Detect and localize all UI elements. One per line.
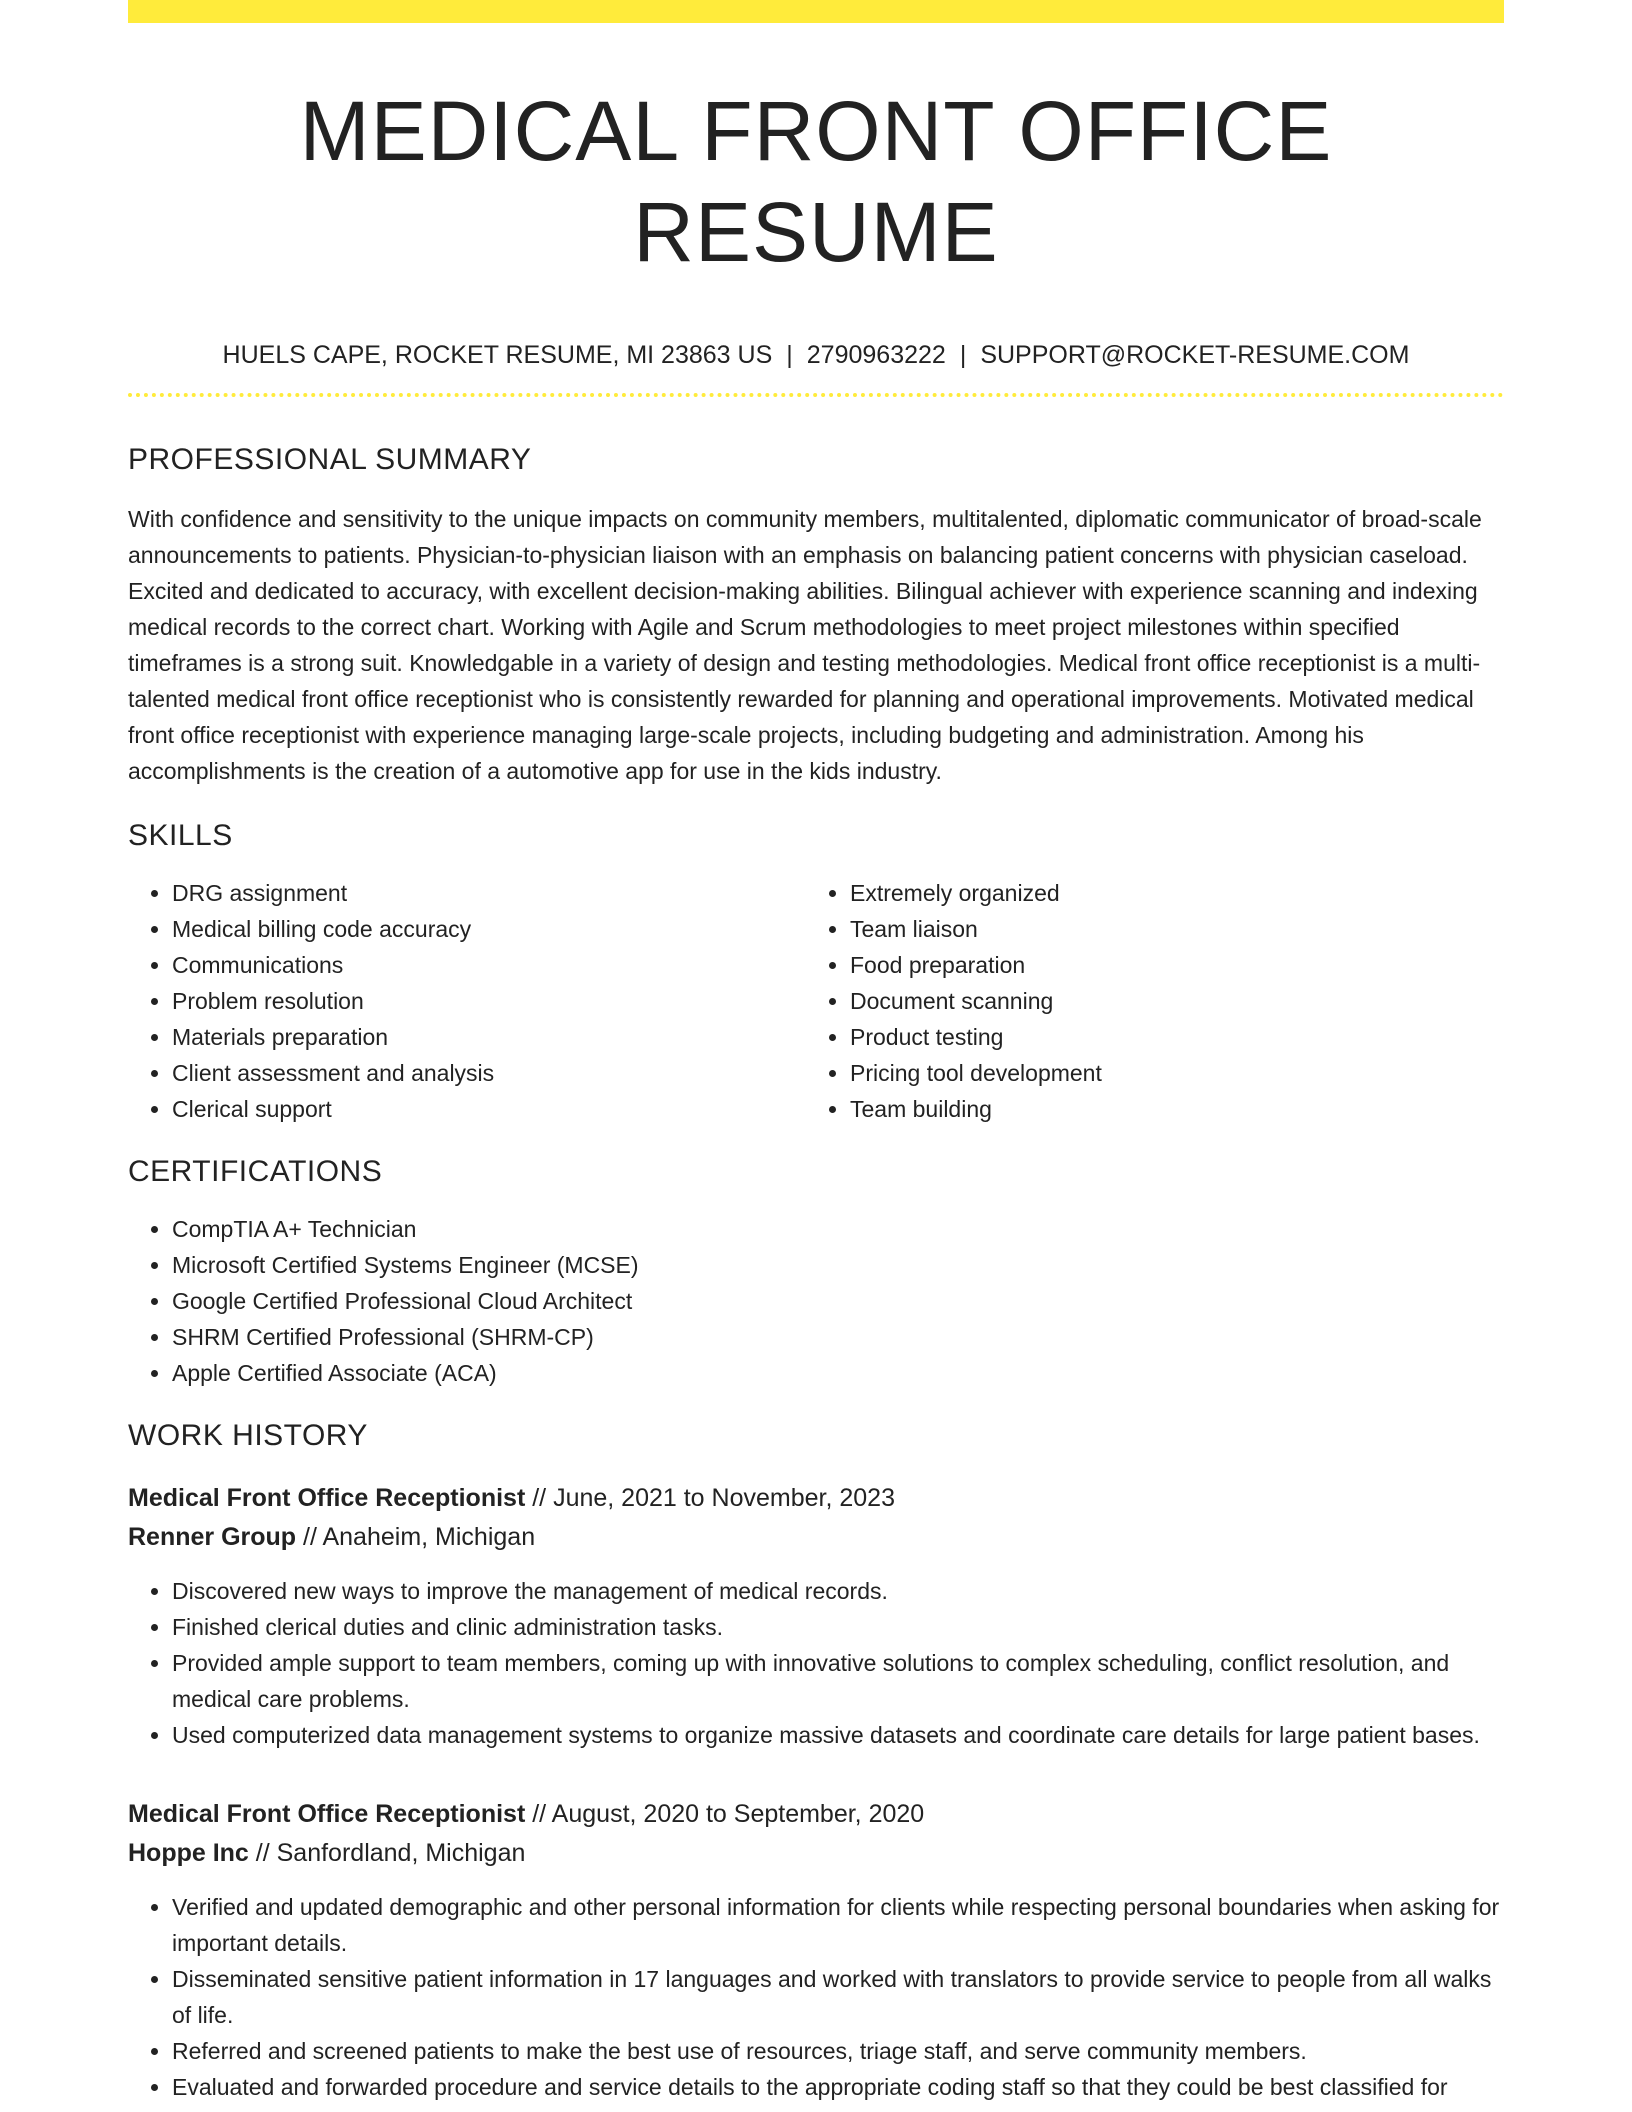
skill-item: • Clerical support — [172, 1091, 806, 1127]
skill-item: • Team liaison — [850, 911, 1484, 947]
work-history-heading: WORK HISTORY — [128, 1419, 368, 1453]
certifications-heading: CERTIFICATIONS — [128, 1155, 383, 1189]
skill-item: • Team building — [850, 1091, 1484, 1127]
contact-email: SUPPORT@ROCKET-RESUME.COM — [980, 340, 1410, 369]
job-role: Medical Front Office Receptionist — [128, 1484, 526, 1513]
skill-item: • Materials preparation — [172, 1019, 806, 1055]
skills-list-right — [806, 875, 1484, 1127]
job-header — [128, 1479, 1504, 1557]
resume-page — [128, 0, 1504, 2105]
skill-item: • Document scanning — [850, 983, 1484, 1019]
job-bullet: • Finished clerical duties and clinic administration tasks. — [172, 1609, 1504, 1645]
job-bullets — [128, 1573, 1504, 1753]
resume-title: MEDICAL FRONT OFFICE RESUME — [299, 84, 1333, 279]
header-divider — [128, 393, 1504, 397]
top-accent-bar — [128, 0, 1504, 23]
certification-item: • CompTIA A+ Technician — [172, 1211, 1504, 1247]
skill-item: • Product testing — [850, 1019, 1484, 1055]
job-dates: // June, 2021 to November, 2023 — [525, 1484, 895, 1513]
contact-separator: | — [786, 340, 793, 369]
job-entry — [128, 1479, 1504, 1753]
certification-item: • SHRM Certified Professional (SHRM-CP) — [172, 1319, 1504, 1355]
job-bullet: • Discovered new ways to improve the management of medical records. — [172, 1573, 1504, 1609]
skills-list-left — [128, 875, 806, 1127]
skills-heading: SKILLS — [128, 819, 233, 853]
job-company: Hoppe Inc — [128, 1839, 249, 1868]
skills-columns — [128, 875, 1504, 1127]
skill-item: • Food preparation — [850, 947, 1484, 983]
job-header — [128, 1795, 1504, 1873]
skill-item: • Client assessment and analysis — [172, 1055, 806, 1091]
certification-item: • Apple Certified Associate (ACA) — [172, 1355, 1504, 1391]
skill-item: • Medical billing code accuracy — [172, 911, 806, 947]
certification-item: • Google Certified Professional Cloud Architect — [172, 1283, 1504, 1319]
skill-item: • DRG assignment — [172, 875, 806, 911]
job-bullets — [128, 1889, 1504, 2105]
contact-separator: | — [959, 340, 967, 369]
skill-item: • Pricing tool development — [850, 1055, 1484, 1091]
skill-item: • Extremely organized — [850, 875, 1484, 911]
job-role: Medical Front Office Receptionist — [128, 1800, 526, 1829]
skill-item: • Communications — [172, 947, 806, 983]
job-dates: // August, 2020 to September, 2020 — [525, 1800, 925, 1829]
job-bullet: • Verified and updated demographic and other personal information for clients while respecting personal boundaries when asking for important details. — [172, 1889, 1504, 1961]
job-bullet: • Referred and screened patients to make the best use of resources, triage staff, and serve community members. — [172, 2033, 1504, 2069]
job-bullet: • Provided ample support to team members, coming up with innovative solutions to complex scheduling, conflict resolution, and medical care problems. — [172, 1645, 1504, 1717]
contact-phone: 2790963222 — [806, 340, 946, 369]
certification-item: • Microsoft Certified Systems Engineer (MCSE) — [172, 1247, 1504, 1283]
job-location: // Sanfordland, Michigan — [248, 1839, 526, 1868]
job-bullet: • Used computerized data management systems to organize massive datasets and coordinate care details for large patient bases. — [172, 1717, 1504, 1753]
job-bullet: • Evaluated and forwarded procedure and service details to the appropriate coding staff so that they could be best classified for — [172, 2069, 1504, 2105]
job-location: // Anaheim, Michigan — [296, 1523, 536, 1552]
contact-line — [128, 339, 1504, 372]
job-company: Renner Group — [128, 1523, 297, 1552]
job-bullet: • Disseminated sensitive patient information in 17 languages and worked with translators to provide service to people from all walks of life. — [172, 1961, 1504, 2033]
contact-address: HUELS CAPE, ROCKET RESUME, MI 23863 US — [222, 340, 773, 369]
summary-text: With confidence and sensitivity to the unique impacts on community members, multitalented, diplomatic communicator of broad-scale announcements to patients. Physician-to-physician liaison with an emphasis on balancing patient concerns with physician caseload. Excited and dedicated to accuracy, with excellent decision-making abilities. Bilingual achiever with experience scanning and indexing medical records to the correct chart. Working with Agile and Scrum methodologies to meet project milestones within specified timeframes is a strong suit. Knowledgable in a variety of design and testing methodologies. Medical front office receptionist is a multi-talented medical front office receptionist who is consistently rewarded for planning and operational improvements. Motivated medical front office receptionist with experience managing large-scale projects, including budgeting and administration. Among his accomplishments is the creation of a automotive app for use in the kids industry. — [128, 506, 1482, 785]
skill-item: • Problem resolution — [172, 983, 806, 1019]
job-entry — [128, 1795, 1504, 2105]
certifications-list — [128, 1211, 1504, 1391]
summary-heading: PROFESSIONAL SUMMARY — [128, 443, 532, 477]
